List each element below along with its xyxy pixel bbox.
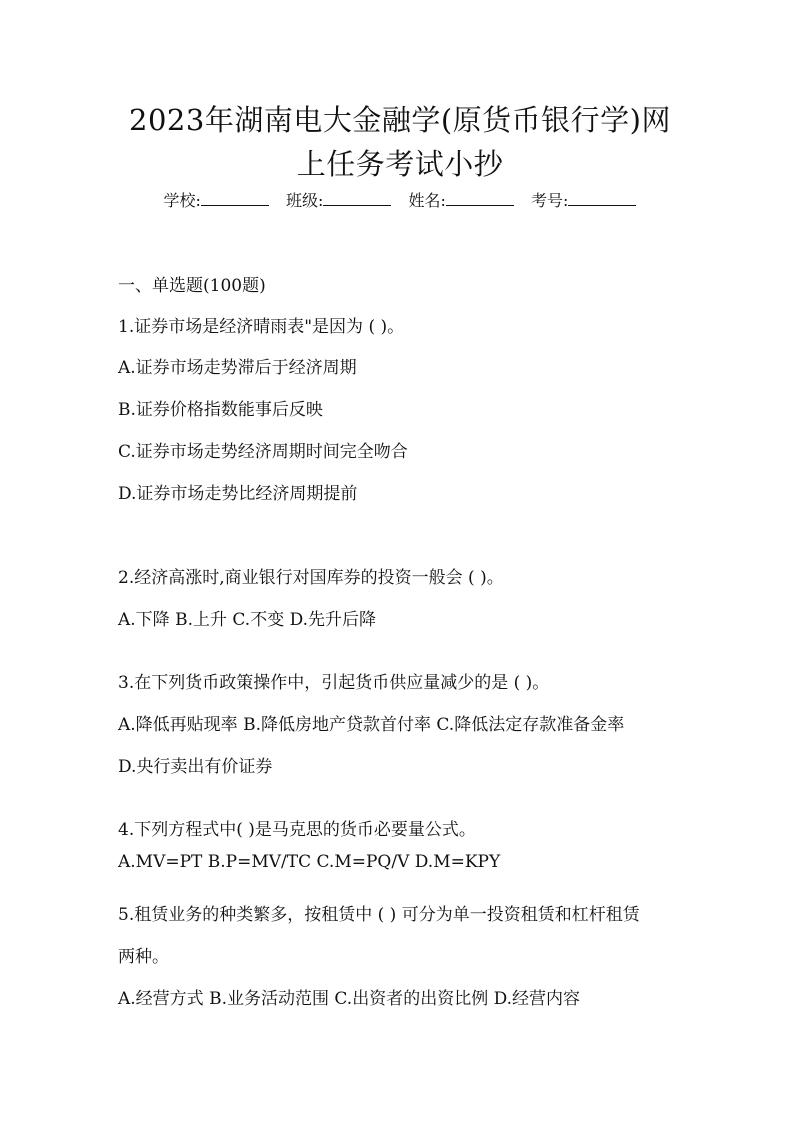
question-2-options: A.下降 B.上升 C.不变 D.先升后降 <box>118 610 377 630</box>
question-4-options: A.MV=PT B.P=MV/TC C.M=PQ/V D.M=KPY <box>118 852 501 872</box>
class-field <box>286 188 391 214</box>
question-1-stem: 1.证券市场是经济晴雨表"是因为 ( )。 <box>118 317 405 337</box>
question-1-option-b: B.证券价格指数能事后反映 <box>118 400 323 420</box>
document-title-line-2: 上任务考试小抄 <box>296 147 504 181</box>
school-label: 学校: <box>163 191 201 210</box>
school-field <box>164 188 269 214</box>
exam-number-field <box>531 188 636 214</box>
question-3-options-line-1: A.降低再贴现率 B.降低房地产贷款首付率 C.降低法定存款准备金率 <box>118 715 625 735</box>
question-1-option-c: C.证券市场走势经济周期时间完全吻合 <box>118 442 408 462</box>
school-blank <box>201 191 269 206</box>
question-5-stem-line-1: 5.租赁业务的种类繁多，按租赁中 ( ) 可分为单一投资租赁和杠杆租赁 <box>118 905 640 925</box>
name-blank <box>446 191 514 206</box>
exam-number-blank <box>568 191 636 206</box>
question-2-stem: 2.经济高涨时,商业银行对国库券的投资一般会 ( )。 <box>118 568 504 588</box>
section-heading: 一、单选题(100题) <box>118 276 266 296</box>
question-1-option-a: A.证券市场走势滞后于经济周期 <box>118 358 357 378</box>
exam-number-label: 考号: <box>531 191 569 210</box>
question-5-stem-line-2: 两种。 <box>118 947 169 967</box>
question-1-option-d: D.证券市场走势比经济周期提前 <box>118 484 358 504</box>
name-field <box>409 188 514 214</box>
name-label: 姓名: <box>408 191 446 210</box>
question-5-options: A.经营方式 B.业务活动范围 C.出资者的出资比例 D.经营内容 <box>118 989 581 1009</box>
question-3-stem: 3.在下列货币政策操作中，引起货币供应量减少的是 ( )。 <box>118 673 550 693</box>
student-info-row <box>0 188 800 214</box>
document-title-line-1: 2023年湖南电大金融学(原货币银行学)网 <box>129 103 671 137</box>
class-blank <box>323 191 391 206</box>
question-3-options-line-2: D.央行卖出有价证券 <box>118 757 273 777</box>
question-4-stem: 4.下列方程式中( )是马克思的货币必要量公式。 <box>118 820 476 840</box>
class-label: 班级: <box>286 191 324 210</box>
